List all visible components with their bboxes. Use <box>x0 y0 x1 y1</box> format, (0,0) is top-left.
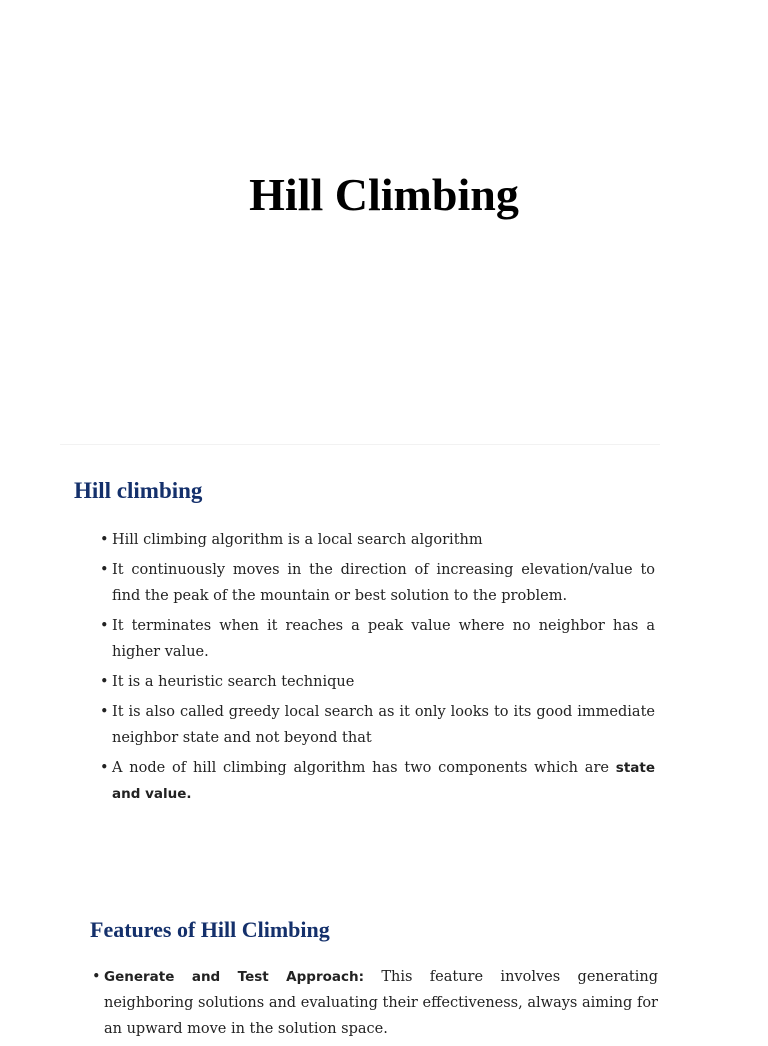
bullet-text: It is a heuristic search technique <box>112 674 355 690</box>
bullet-icon: • <box>100 760 109 776</box>
list-item <box>92 964 658 1042</box>
bullet-text: It is also called greedy local search as it only looks to its good immediate neighbor state and not beyond that <box>112 704 655 746</box>
list-item <box>100 699 655 751</box>
bullet-text: A node of hill climbing algorithm has two components which are <box>112 760 616 776</box>
bullet-icon: • <box>100 704 109 720</box>
features-bullet-list <box>92 964 658 1046</box>
bullet-icon: • <box>100 532 109 548</box>
list-item <box>100 527 655 553</box>
hill-climbing-bullet-list <box>100 527 655 811</box>
bullet-bold-text: state and value. <box>112 760 655 802</box>
list-item <box>100 755 655 807</box>
bullet-icon: • <box>92 969 101 985</box>
section-heading-features: Features of Hill Climbing <box>90 917 330 942</box>
section-heading-hill-climbing: Hill climbing <box>74 478 203 503</box>
list-item <box>100 669 655 695</box>
page-title: Hill Climbing <box>249 169 519 220</box>
bullet-text: This feature involves generating neighboring solutions and evaluating their effectiveness, always aiming for an upward move in the solution space. <box>104 969 658 1037</box>
bullet-icon: • <box>100 618 109 634</box>
list-item <box>100 557 655 609</box>
slide-divider <box>60 444 660 445</box>
bullet-text: It terminates when it reaches a peak value where no neighbor has a higher value. <box>112 618 655 660</box>
bullet-icon: • <box>100 562 109 578</box>
bullet-text: It continuously moves in the direction of increasing elevation/value to find the peak of the mountain or best solution to the problem. <box>112 562 655 604</box>
bullet-bold-text: Generate and Test Approach: <box>104 969 364 985</box>
list-item <box>100 613 655 665</box>
bullet-icon: • <box>100 674 109 690</box>
bullet-text: Hill climbing algorithm is a local search algorithm <box>112 532 483 548</box>
